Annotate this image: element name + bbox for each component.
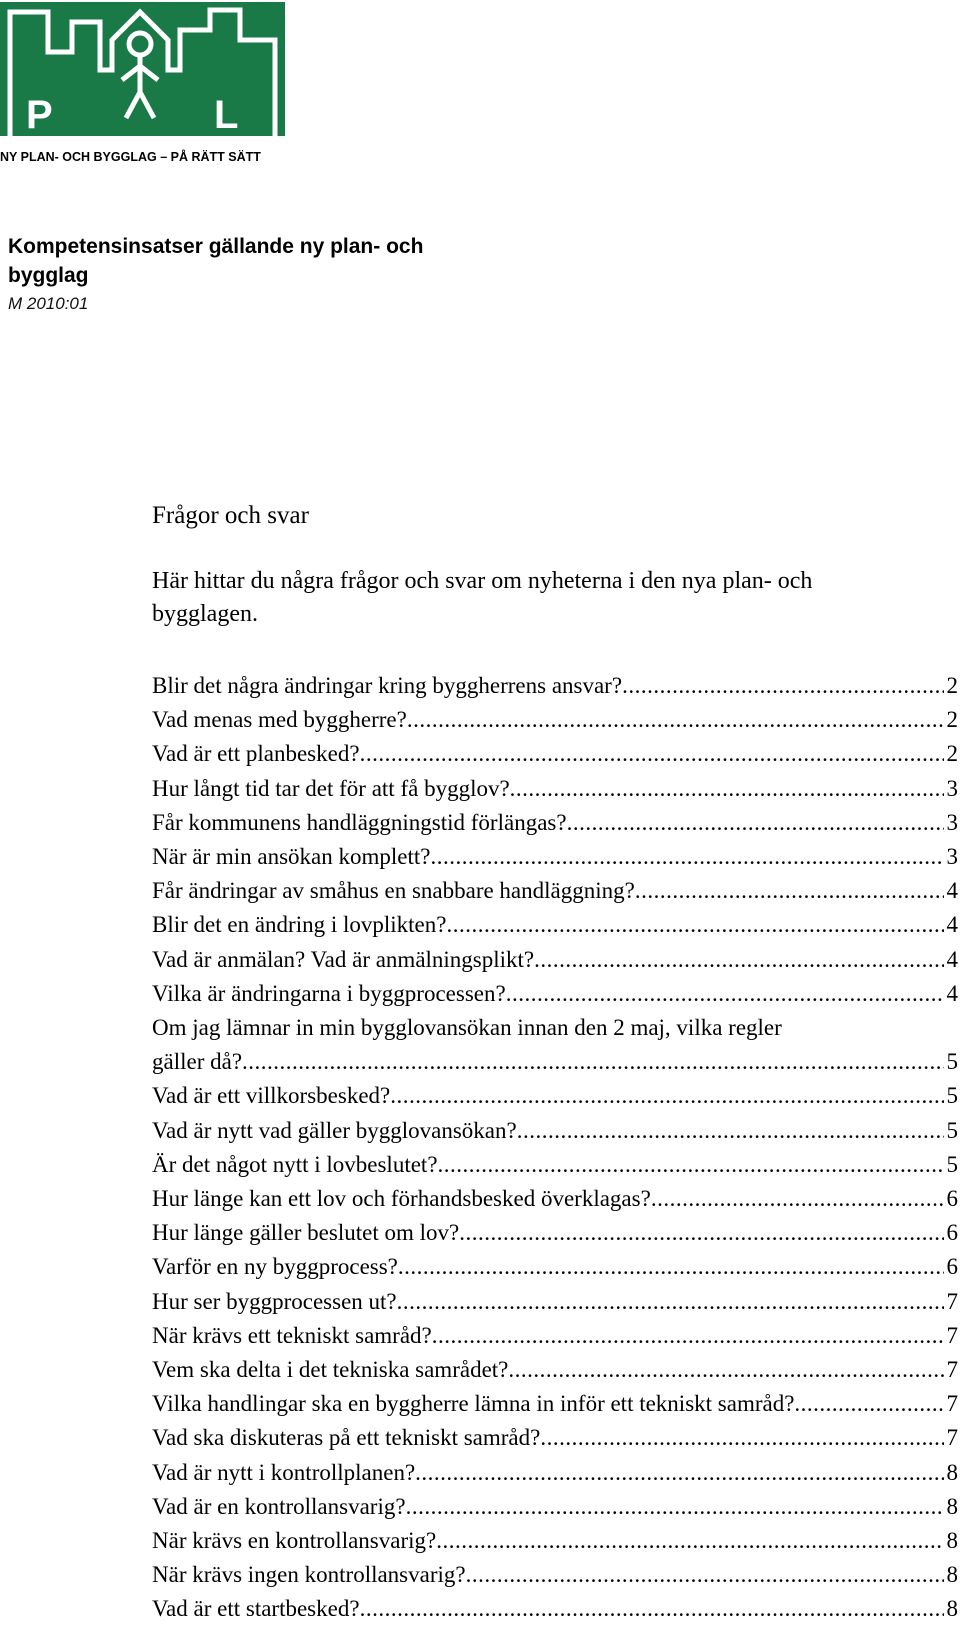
toc-entry-title: Får ändringar av småhus en snabbare handläggning? (152, 878, 635, 904)
toc-entry[interactable] (152, 1285, 958, 1319)
toc-entry[interactable] (152, 874, 958, 908)
toc-dot-leader (360, 737, 944, 771)
toc-page-number: 3 (946, 809, 958, 835)
logo-letters-left: P (26, 93, 53, 137)
toc-page-number: 3 (946, 844, 958, 870)
document-reference: M 2010:01 (8, 294, 89, 313)
toc-page-number: 6 (946, 1220, 958, 1246)
toc-dot-leader (407, 703, 944, 737)
toc-entry-title: Vad är en kontrollansvarig? (152, 1493, 406, 1519)
toc-entry[interactable] (152, 1148, 958, 1182)
toc-dot-leader (635, 874, 944, 908)
toc-dot-leader (406, 1490, 944, 1524)
toc-entry-title: Hur länge gäller beslutet om lov? (152, 1220, 460, 1246)
toc-entry-title: Vem ska delta i det tekniska samrådet? (152, 1357, 509, 1383)
document-title: Kompetensinsatser gällande ny plan- och bygglag (8, 235, 424, 287)
toc-entry-title: Vad är nytt i kontrollplanen? (152, 1459, 416, 1485)
toc-page-number: 7 (946, 1288, 958, 1314)
toc-entry-title: Blir det några ändringar kring byggherrens ansvar? (152, 673, 623, 698)
toc-dot-leader (415, 1456, 943, 1490)
toc-page-number: 4 (946, 946, 958, 972)
toc-page-number: 5 (946, 1151, 958, 1177)
toc-dot-leader (651, 1182, 944, 1216)
toc-entry-title: När krävs ett tekniskt samråd? (152, 1322, 432, 1348)
toc-page-number: 7 (946, 1322, 958, 1348)
toc-entry-title: Vad är ett villkorsbesked? (152, 1083, 391, 1109)
toc-entry-title: Varför en ny byggprocess? (152, 1254, 398, 1280)
toc-entry-title: gäller då? (152, 1049, 243, 1075)
toc-page-number: 8 (946, 1493, 958, 1519)
toc-entry-title-line1: Om jag lämnar in min bygglovansökan innan den 2 maj, vilka regler (152, 1015, 782, 1041)
toc-entry[interactable] (152, 1250, 958, 1284)
toc-page-number: 6 (946, 1186, 958, 1212)
toc-entry[interactable] (152, 1558, 958, 1592)
toc-dot-leader (360, 1592, 944, 1626)
toc-entry-title: Vad är anmälan? Vad är anmälningsplikt? (152, 946, 535, 972)
section-heading: Frågor och svar (152, 502, 309, 529)
toc-page-number: 6 (946, 1254, 958, 1280)
toc-dot-leader (567, 806, 944, 840)
toc-entry[interactable] (152, 1182, 958, 1216)
toc-dot-leader (397, 1285, 944, 1319)
toc-entry[interactable] (152, 1421, 958, 1455)
toc-entry[interactable] (152, 1353, 958, 1387)
pbl-logo (0, 0, 300, 175)
toc-page-number: 8 (946, 1459, 958, 1485)
toc-entry-title: Vilka är ändringarna i byggprocessen? (152, 980, 506, 1006)
toc-dot-leader (508, 1353, 943, 1387)
toc-page-number: 2 (946, 741, 958, 767)
toc-entry-title: Vad är ett planbesked? (152, 741, 360, 767)
toc-entry[interactable] (152, 737, 958, 771)
toc-dot-leader (446, 908, 943, 942)
toc-dot-leader (398, 1250, 944, 1284)
toc-entry[interactable] (152, 1592, 958, 1626)
toc-page-number: 4 (946, 980, 958, 1006)
toc-dot-leader (466, 1558, 944, 1592)
toc-entry-title: Hur långt tid tar det för att få bygglov? (152, 775, 510, 801)
toc-entry[interactable] (152, 1387, 958, 1421)
toc-page-number: 8 (946, 1596, 958, 1622)
logo-letters-right: L (214, 93, 239, 137)
toc-page-number: 7 (946, 1391, 958, 1417)
toc-entry-title: Får kommunens handläggningstid förlängas? (152, 809, 567, 835)
toc-page-number: 8 (946, 1562, 958, 1588)
toc-dot-leader (622, 669, 943, 703)
main-content (152, 500, 958, 1627)
toc-entry-title: Vad är ett startbesked? (152, 1596, 360, 1622)
logo-tagline: NY PLAN- OCH BYGGLAG – PÅ RÄTT SÄTT (0, 150, 261, 164)
toc-entry[interactable] (152, 1114, 958, 1148)
toc-entry[interactable] (152, 669, 958, 703)
toc-entry-title: Hur ser byggprocessen ut? (152, 1288, 397, 1314)
toc-entry-title: När krävs ingen kontrollansvarig? (152, 1562, 466, 1588)
toc-entry[interactable] (152, 1456, 958, 1490)
toc-entry-title: Hur länge kan ett lov och förhandsbesked överklagas? (152, 1186, 651, 1212)
toc-entry[interactable] (152, 1524, 958, 1558)
toc-entry-title: När krävs en kontrollansvarig? (152, 1528, 437, 1554)
toc-dot-leader (459, 1216, 943, 1250)
toc-entry[interactable] (152, 703, 958, 737)
toc-dot-leader (540, 1421, 943, 1455)
toc-entry-title: Vad är nytt vad gäller bygglovansökan? (152, 1117, 517, 1143)
toc-dot-leader (438, 1148, 944, 1182)
toc-entry[interactable] (152, 840, 958, 874)
toc-dot-leader (534, 943, 943, 977)
toc-dot-leader (242, 1045, 943, 1079)
table-of-contents (152, 669, 958, 1627)
toc-dot-leader (436, 1524, 943, 1558)
toc-dot-leader (506, 977, 944, 1011)
toc-entry-title: Vad menas med byggherre? (152, 707, 407, 733)
toc-page-number: 5 (946, 1049, 958, 1075)
toc-dot-leader (390, 1079, 943, 1113)
toc-page-number: 7 (946, 1357, 958, 1383)
document-header (8, 232, 448, 316)
pbl-logo-graphic (0, 0, 300, 175)
toc-page-number: 2 (946, 673, 958, 698)
toc-entry[interactable] (152, 977, 958, 1011)
toc-dot-leader (510, 772, 944, 806)
toc-entry-title: Vad ska diskuteras på ett tekniskt samråd? (152, 1425, 541, 1451)
toc-entry[interactable] (152, 908, 958, 942)
toc-entry[interactable] (152, 806, 958, 840)
toc-page-number: 4 (946, 878, 958, 904)
toc-entry[interactable] (152, 1079, 958, 1113)
toc-entry[interactable] (152, 1011, 958, 1079)
toc-page-number: 5 (946, 1083, 958, 1109)
toc-page-number: 3 (946, 775, 958, 801)
toc-entry-title: När är min ansökan komplett? (152, 844, 431, 870)
toc-dot-leader (794, 1387, 943, 1421)
intro-paragraph: Här hittar du några frågor och svar om nyheterna i den nya plan- och bygglagen. (152, 568, 813, 627)
toc-page-number: 2 (946, 707, 958, 733)
toc-dot-leader (430, 840, 943, 874)
toc-entry-title: Är det något nytt i lovbeslutet? (152, 1151, 438, 1177)
toc-entry[interactable] (152, 772, 958, 806)
toc-dot-leader (517, 1114, 944, 1148)
toc-entry[interactable] (152, 1216, 958, 1250)
toc-entry[interactable] (152, 1319, 958, 1353)
toc-entry[interactable] (152, 943, 958, 977)
toc-dot-leader (432, 1319, 944, 1353)
toc-entry-title: Blir det en ändring i lovplikten? (152, 912, 447, 938)
toc-page-number: 5 (946, 1117, 958, 1143)
toc-page-number: 7 (946, 1425, 958, 1451)
toc-page-number: 8 (946, 1528, 958, 1554)
toc-page-number: 4 (946, 912, 958, 938)
toc-entry-title: Vilka handlingar ska en byggherre lämna in inför ett tekniskt samråd? (152, 1391, 795, 1417)
toc-entry[interactable] (152, 1490, 958, 1524)
